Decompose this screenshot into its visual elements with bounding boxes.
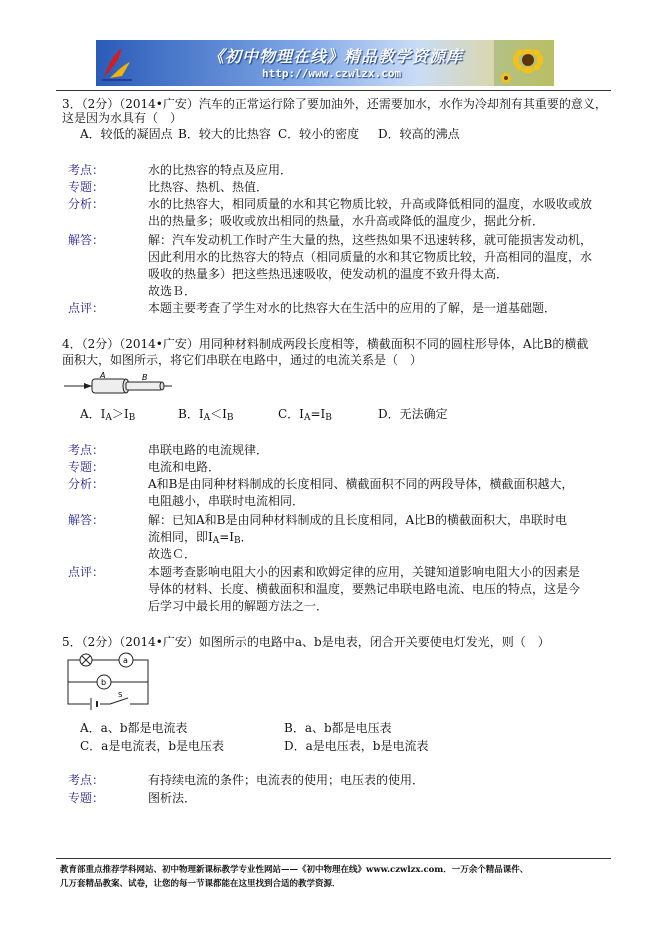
q3-stem-line1: 3．（2分）（2014•广安）汽车的正常运行除了要加油外，还需要加水，水作为冷却剂有其重要的意义， [62,97,607,111]
q3-zhuanti-label: 专题： [68,180,105,194]
q4-option-a[interactable]: A．$I_A>I_B$ [80,407,136,423]
q4-fenxi-line1: A和B是由同种材料制成的长度相同、横截面积不同的两段导体，横截面积越大， [148,477,574,491]
q3-option-d[interactable]: D．较高的沸点 [378,127,460,141]
q3-zhuanti: 比热容、热机、热值． [148,180,269,194]
header-banner [96,40,554,86]
q5-stem: 5．（2分）（2014•广安）如图所示的电路中a、b是电表，闭合开关要使电灯发光，则（ ） [62,635,550,649]
q4-option-b[interactable]: B．$I_A<I_B$ [178,407,234,423]
q4-zhuanti: 电流和电路． [148,460,221,474]
q4-option-d[interactable]: D．无法确定 [378,407,448,421]
q4-zhuanti-label: 专题： [68,460,105,474]
q3-jieda-line4: 故选Ｂ． [148,284,197,298]
q3-jieda-label: 解答： [68,233,105,247]
q4-conductor-figure [62,372,172,396]
q5-option-a[interactable]: A．a、b都是电流表 [80,721,188,735]
q3-dianping: 本题主要考查了学生对水的比热容大在生活中的应用的了解，是一道基础题． [148,301,557,315]
q5-kaodian-label: 考点： [68,773,105,787]
q5-option-b[interactable]: B．a、b都是电压表 [284,721,392,735]
q5-option-c[interactable]: C．a是电流表，b是电压表 [80,739,225,753]
q4-jieda-label: 解答： [68,513,105,527]
q3-option-b[interactable]: B．较大的比热容 [178,127,271,141]
footer-line1: 教育部重点推荐学科网站、初中物理新课标教学专业性网站——《初中物理在线》www.czwlzx.com．一万余个精品课件、 [60,865,529,875]
q4-dianping-line2: 导体的材料、长度、横截面积和温度，要熟记串联电路电流、电压的特点，这是今 [148,582,581,596]
q3-fenxi-line1: 水的比热容大，相同质量的水和其它物质比较，升高或降低相同的温度，水吸收或放 [148,197,593,211]
q5-meter-b-label: b [101,678,107,687]
q5-switch-label: S [118,691,123,699]
q4-dianping-label: 点评： [68,565,105,579]
q3-jieda-line1: 解：汽车发动机工作时产生大量的热，这些热如果不迅速转移，就可能损害发动机， [148,233,593,247]
q4-stem-line1: 4．（2分）（2014•广安）用同种材料制成两段长度相等，横截面积不同的圆柱形导体，A比B的横截 [62,337,589,351]
footer-line2: 几万套精品教案、试卷，让您的每一节课都能在这里找到合适的教学资源． [60,879,341,889]
q3-dianping-label: 点评： [68,301,105,315]
sunflower-icon [494,40,554,86]
q4-fenxi-line2: 电阻越小，串联时电流相同． [148,494,305,508]
q4-fenxi-label: 分析： [68,477,105,491]
q5-option-d[interactable]: D．a是电压表，b是电流表 [284,739,429,753]
header-rule [56,90,611,91]
q4-figure-label-b: B [142,373,148,382]
q4-kaodian-label: 考点： [68,443,105,457]
q4-dianping-line1: 本题考查影响电阻大小的因素和欧姆定律的应用，关键知道影响电阻大小的因素是 [148,565,581,579]
q4-jieda-line1: 解：已知A和B是由同种材料制成的且长度相同，A比B的横截面积大，串联时电 [148,513,567,527]
q3-fenxi-label: 分析： [68,197,105,211]
site-logo-icon [100,44,134,82]
q3-jieda-line2: 因此利用水的比热容大的特点（相同质量的水和其它物质比较，升高相同的温度，水 [148,250,593,264]
q4-stem-line2: 面积大，如图所示，将它们串联在电路中，通过的电流关系是（ ） [62,353,423,367]
q4-kaodian: 串联电路的电流规律． [148,443,269,457]
q4-jieda-line3: 故选Ｃ． [148,547,197,561]
q3-option-c[interactable]: C．较小的密度 [278,127,360,141]
q3-jieda-line3: 吸收的热量多）把这些热迅速吸收，使发动机的温度不致升得太高． [148,267,509,281]
q3-kaodian-label: 考点： [68,163,105,177]
q4-option-c[interactable]: C．$I_A=I_B$ [278,407,332,423]
banner-title: 《初中物理在线》精品教学资源库 [208,47,464,66]
q3-fenxi-line2: 出的热量多；吸收或放出相同的热量，水升高或降低的温度少，据此分析． [148,214,545,228]
q5-circuit-figure [64,650,156,710]
q4-figure-label-a: A [100,372,106,380]
q5-zhuanti: 图析法． [148,791,197,805]
q3-option-a[interactable]: A．较低的凝固点 [80,127,173,141]
banner-url[interactable]: http://www.czwlzx.com [262,67,402,80]
q4-dianping-line3: 后学习中最长用的解题方法之一． [148,599,329,613]
q5-meter-a-label: a [123,656,128,665]
q4-jieda-line2: 流相同，即$I_A=I_B$． [148,530,253,546]
q5-zhuanti-label: 专题： [68,791,105,805]
q5-kaodian: 有持续电流的条件；电流表的使用；电压表的使用． [148,773,425,787]
q3-stem-line2: 这是因为水具有（ ） [62,111,183,125]
q3-kaodian: 水的比热容的特点及应用． [148,163,293,177]
footer-rule [56,858,611,859]
